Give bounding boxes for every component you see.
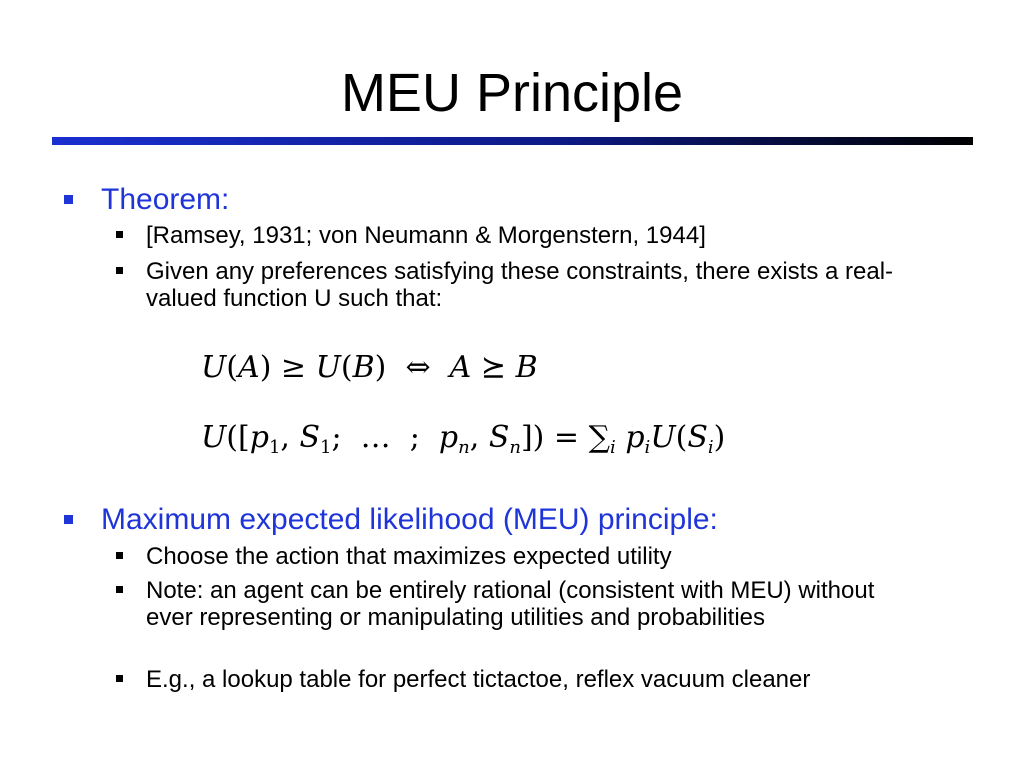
sub-bullet-choose-action-text: Choose the action that maximizes expected utility: [146, 543, 672, 570]
sub-bullet-example: [116, 666, 936, 693]
sub-bullet-example-text: E.g., a lookup table for perfect tictactoe, reflex vacuum cleaner: [146, 666, 811, 693]
square-bullet-icon: [116, 231, 123, 238]
square-bullet-icon: [116, 675, 123, 682]
title-divider: [52, 137, 973, 145]
sub-bullet-choose-action: [116, 543, 936, 570]
square-bullet-icon: [64, 195, 73, 204]
formula-line-2: $U([p_1$, $S_1$; … ; $p_n$, $S_n]) = \sum_i$ $p_iU(S_i)$: [201, 420, 726, 458]
formula-preference-equivalence: [201, 348, 538, 388]
sub-bullet-note-text: Note: an agent can be entirely rational (consistent with MEU) without ever representing or manipulating utilities and probabilities: [146, 577, 875, 631]
bullet-meu-principle-text: Maximum expected likelihood (MEU) principle:: [101, 503, 718, 536]
sub-bullet-preferences-text: Given any preferences satisfying these constraints, there exists a real-valued function U such that:: [146, 258, 894, 312]
sub-bullet-citation-text: [Ramsey, 1931; von Neumann & Morgenstern, 1944]: [146, 222, 706, 249]
square-bullet-icon: [64, 515, 73, 524]
sub-bullet-preferences: [116, 258, 936, 312]
bullet-theorem-text: Theorem:: [101, 183, 230, 216]
square-bullet-icon: [116, 552, 123, 559]
sub-bullet-note: [116, 577, 936, 631]
sub-bullet-citation: [116, 222, 936, 249]
slide-title: MEU Principle: [340, 63, 684, 123]
square-bullet-icon: [116, 267, 123, 274]
formula-lottery-utility: [201, 418, 725, 468]
square-bullet-icon: [116, 586, 123, 593]
formula-line-1: U(A) ≥ U(B) ⇔ A ⪰ B: [201, 350, 538, 385]
